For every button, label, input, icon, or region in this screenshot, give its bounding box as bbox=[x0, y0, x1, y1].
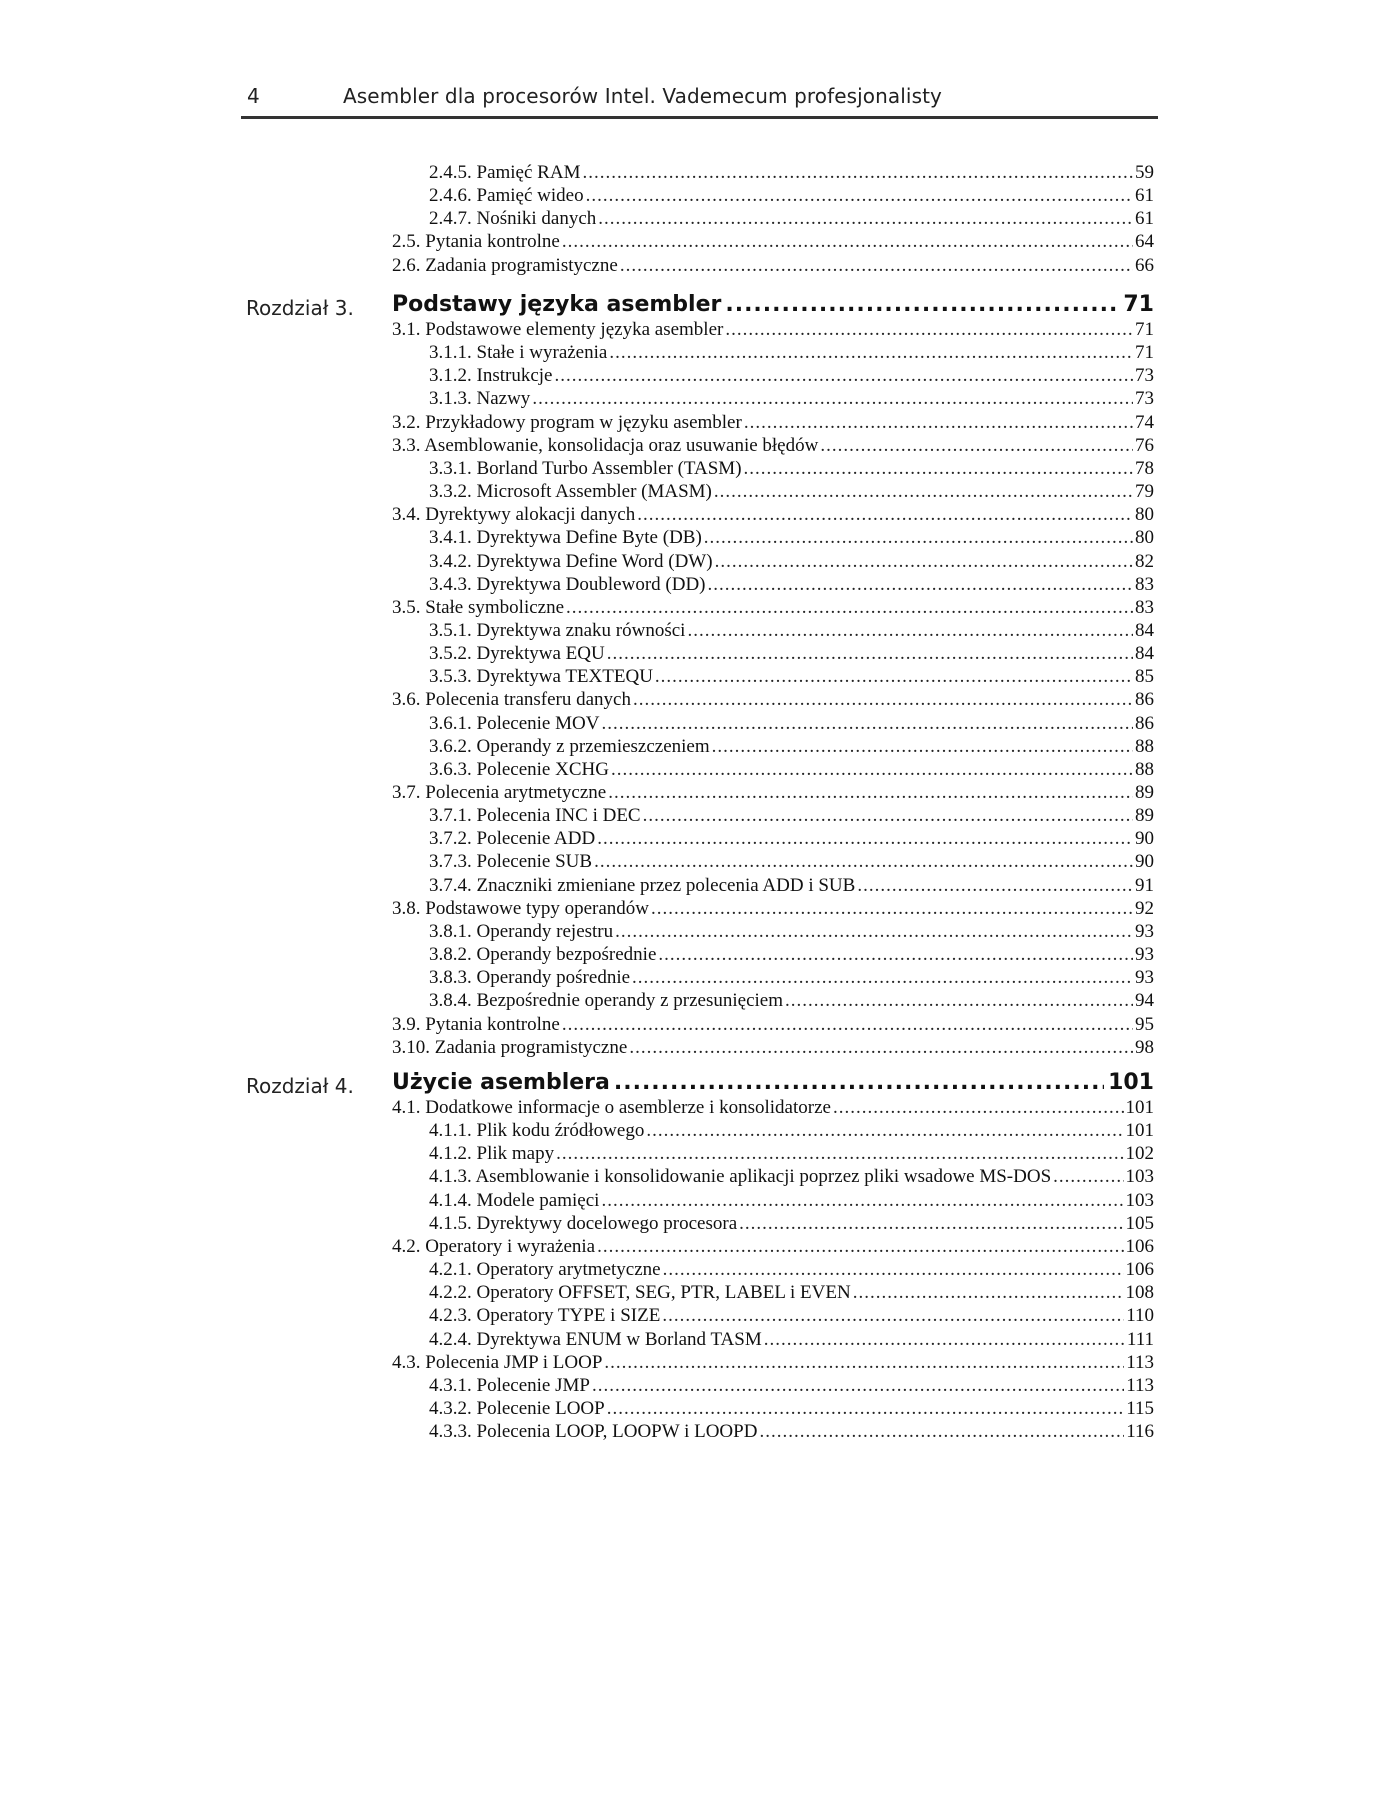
toc-entry-title: 3.1.1. Stałe i wyrażenia bbox=[429, 342, 608, 364]
dot-leader bbox=[712, 736, 1133, 758]
dot-leader bbox=[604, 1352, 1124, 1374]
toc-entry-page: 91 bbox=[1135, 874, 1154, 896]
toc-entry-title: 3.5.1. Dyrektywa znaku równości bbox=[429, 619, 686, 641]
toc-entry-title: 3.1.3. Nazwy bbox=[429, 388, 531, 410]
toc-entry-title: 3.3.2. Microsoft Assembler (MASM) bbox=[429, 481, 712, 503]
toc-entry-title: 3.6. Polecenia transferu danych bbox=[392, 689, 631, 711]
toc-entry bbox=[429, 805, 1154, 828]
dot-leader bbox=[614, 1070, 1104, 1095]
toc-entry bbox=[392, 1014, 1154, 1037]
toc-entry-title: 4.1. Dodatkowe informacje o asemblerze i konsolidatorze bbox=[392, 1097, 831, 1118]
dot-leader bbox=[532, 388, 1133, 410]
dot-leader bbox=[586, 185, 1133, 207]
toc-entry-page: 108 bbox=[1125, 1282, 1154, 1304]
dot-leader bbox=[594, 851, 1133, 873]
toc-entry bbox=[429, 967, 1154, 990]
chapter-heading bbox=[392, 292, 1154, 322]
toc-entry bbox=[392, 689, 1154, 712]
toc-entry-page: 71 bbox=[1135, 342, 1154, 364]
dot-leader bbox=[1053, 1166, 1123, 1188]
toc-entry bbox=[429, 990, 1154, 1013]
toc-entry bbox=[429, 208, 1154, 231]
toc-entry-title: 4.1.4. Modele pamięci bbox=[429, 1189, 600, 1211]
dot-leader bbox=[651, 898, 1133, 920]
toc-entry bbox=[429, 458, 1154, 481]
toc-entry-page: 64 bbox=[1135, 231, 1154, 253]
toc-entry-page: 90 bbox=[1135, 828, 1154, 850]
toc-entry-title: 3.5. Stałe symboliczne bbox=[392, 596, 565, 618]
dot-leader bbox=[759, 1421, 1124, 1443]
toc-entry-title: 3.4.2. Dyrektywa Define Word (DW) bbox=[429, 550, 713, 572]
toc-entry-page: 106 bbox=[1125, 1235, 1154, 1257]
toc-entry-title: 3.5.3. Dyrektywa TEXTEQU bbox=[429, 666, 653, 688]
toc-entry-page: 86 bbox=[1135, 689, 1154, 711]
dot-leader bbox=[820, 435, 1133, 457]
toc-entry bbox=[429, 620, 1154, 643]
dot-leader bbox=[833, 1097, 1124, 1119]
toc-entry bbox=[392, 1097, 1154, 1120]
toc-entry-title: 3.8.3. Operandy pośrednie bbox=[429, 967, 631, 989]
toc-entry bbox=[392, 435, 1154, 458]
toc-entry-page: 101 bbox=[1125, 1120, 1154, 1142]
toc-entry-title: 3.5.2. Dyrektywa EQU bbox=[429, 643, 605, 665]
toc-entry-title: 3.9. Pytania kontrolne bbox=[392, 1013, 560, 1035]
toc-entry bbox=[429, 944, 1154, 967]
toc-entry-page: 116 bbox=[1126, 1421, 1154, 1443]
toc-entry-title: 2.4.7. Nośniki danych bbox=[429, 208, 597, 230]
toc-entry-page: 103 bbox=[1125, 1189, 1154, 1211]
toc-entry bbox=[429, 365, 1154, 388]
toc-entry bbox=[429, 342, 1154, 365]
toc-entry bbox=[429, 481, 1154, 504]
toc-entry-page: 88 bbox=[1135, 758, 1154, 780]
toc-entry bbox=[429, 162, 1154, 185]
toc-entry-page: 111 bbox=[1126, 1328, 1154, 1350]
toc-entry-title: 4.3.3. Polecenia LOOP, LOOPW i LOOPD bbox=[429, 1421, 758, 1443]
toc-entry-page: 84 bbox=[1135, 643, 1154, 665]
toc-entry-page: 93 bbox=[1135, 920, 1154, 942]
dot-leader bbox=[607, 643, 1133, 665]
toc-entry-title: 3.3.1. Borland Turbo Assembler (TASM) bbox=[429, 457, 742, 479]
dot-leader bbox=[725, 319, 1133, 341]
toc-entry-title: 3.7. Polecenia arytmetyczne bbox=[392, 782, 607, 803]
dot-leader bbox=[554, 365, 1133, 387]
toc-entry-title: 4.3.1. Polecenie JMP bbox=[429, 1374, 590, 1396]
toc-entry bbox=[429, 851, 1154, 874]
dot-leader bbox=[620, 255, 1133, 277]
toc-entry bbox=[429, 828, 1154, 851]
toc-entry-title: 2.4.6. Pamięć wideo bbox=[429, 185, 584, 207]
dot-leader bbox=[643, 805, 1133, 827]
toc-entry-page: 92 bbox=[1135, 897, 1154, 919]
toc-entry bbox=[429, 185, 1154, 208]
toc-entry bbox=[429, 1421, 1154, 1444]
dot-leader bbox=[725, 292, 1119, 317]
dot-leader bbox=[785, 990, 1133, 1012]
dot-leader bbox=[687, 620, 1133, 642]
dot-leader bbox=[597, 1236, 1123, 1258]
toc-entry-page: 113 bbox=[1126, 1351, 1154, 1373]
dot-leader bbox=[655, 666, 1133, 688]
toc-entry-page: 90 bbox=[1135, 851, 1154, 873]
toc-entry bbox=[429, 736, 1154, 759]
toc-entry bbox=[429, 1375, 1154, 1398]
toc-entry-title: 3.3. Asemblowanie, konsolidacja oraz usuwanie błędów bbox=[392, 434, 819, 456]
toc-entry-page: 110 bbox=[1126, 1305, 1154, 1327]
running-header bbox=[241, 80, 1158, 119]
toc-entry-page: 83 bbox=[1135, 596, 1154, 618]
toc-entry bbox=[392, 412, 1154, 435]
toc-entry-page: 82 bbox=[1135, 550, 1154, 572]
toc-entry-page: 79 bbox=[1135, 481, 1154, 503]
dot-leader bbox=[663, 1259, 1124, 1281]
chapter-title: Użycie asemblera bbox=[392, 1070, 610, 1095]
toc-entry-title: 3.6.2. Operandy z przemieszczeniem bbox=[429, 735, 710, 757]
toc-entry-title: 2.5. Pytania kontrolne bbox=[392, 231, 560, 253]
toc-entry-page: 102 bbox=[1125, 1143, 1154, 1165]
toc-entry bbox=[392, 319, 1154, 342]
toc-entry-title: 3.7.1. Polecenia INC i DEC bbox=[429, 805, 641, 827]
toc-entry bbox=[429, 551, 1154, 574]
toc-entry bbox=[429, 643, 1154, 666]
toc-entry bbox=[429, 1213, 1154, 1236]
toc-entry-page: 98 bbox=[1135, 1036, 1154, 1058]
toc-entry-title: 3.4.1. Dyrektywa Define Byte (DB) bbox=[429, 527, 702, 549]
toc-entry bbox=[429, 875, 1154, 898]
chapter-number: Rozdział 4. bbox=[246, 1074, 354, 1098]
toc-entry-title: 3.10. Zadania programistyczne bbox=[392, 1036, 628, 1058]
toc-entry-title: 2.4.5. Pamięć RAM bbox=[429, 162, 581, 183]
toc-entry bbox=[392, 231, 1154, 254]
toc-entry-page: 94 bbox=[1135, 990, 1154, 1012]
toc-entry-title: 3.8.1. Operandy rejestru bbox=[429, 920, 614, 942]
toc-entry-title: 3.8.4. Bezpośrednie operandy z przesunięciem bbox=[429, 990, 784, 1012]
dot-leader bbox=[566, 597, 1133, 619]
dot-leader bbox=[708, 574, 1134, 596]
toc-entry-title: 4.1.1. Plik kodu źródłowego bbox=[429, 1120, 645, 1142]
dot-leader bbox=[739, 1213, 1123, 1235]
dot-leader bbox=[632, 967, 1133, 989]
dot-leader bbox=[646, 1120, 1123, 1142]
toc-entry-page: 80 bbox=[1135, 527, 1154, 549]
toc-entry-page: 61 bbox=[1135, 208, 1154, 230]
dot-leader bbox=[704, 527, 1133, 549]
toc-entry bbox=[429, 1282, 1154, 1305]
dot-leader bbox=[662, 1305, 1124, 1327]
toc-entry-title: 3.8. Podstawowe typy operandów bbox=[392, 897, 649, 919]
toc-entry-page: 93 bbox=[1135, 967, 1154, 989]
dot-leader bbox=[658, 944, 1133, 966]
toc-entry-page: 76 bbox=[1135, 434, 1154, 456]
toc-entry bbox=[429, 1398, 1154, 1421]
toc-entry-title: 2.6. Zadania programistyczne bbox=[392, 254, 618, 276]
chapter-page: 101 bbox=[1108, 1070, 1154, 1095]
dot-leader bbox=[582, 162, 1133, 184]
dot-leader bbox=[601, 1190, 1123, 1212]
toc-entry-title: 4.2.1. Operatory arytmetyczne bbox=[429, 1259, 661, 1281]
dot-leader bbox=[714, 481, 1133, 503]
toc-entry bbox=[429, 1305, 1154, 1328]
toc-entry-title: 4.3.2. Polecenie LOOP bbox=[429, 1397, 605, 1419]
toc-entry-page: 103 bbox=[1125, 1166, 1154, 1188]
dot-leader bbox=[597, 828, 1133, 850]
toc-entry-title: 4.2. Operatory i wyrażenia bbox=[392, 1235, 596, 1257]
toc-entry-page: 78 bbox=[1135, 457, 1154, 479]
chapter-heading bbox=[392, 1070, 1154, 1100]
toc-entry bbox=[429, 666, 1154, 689]
toc-entry-page: 61 bbox=[1135, 185, 1154, 207]
chapter-title: Podstawy języka asembler bbox=[392, 292, 722, 317]
dot-leader bbox=[562, 1014, 1133, 1036]
toc-entry-title: 3.6.1. Polecenie MOV bbox=[429, 712, 600, 734]
dot-leader bbox=[608, 782, 1133, 804]
toc-entry bbox=[429, 1166, 1154, 1189]
toc-entry bbox=[429, 1143, 1154, 1166]
toc-entry bbox=[429, 1329, 1154, 1352]
toc-entry bbox=[392, 1352, 1154, 1375]
dot-leader bbox=[601, 713, 1133, 735]
dot-leader bbox=[609, 342, 1133, 364]
toc-entry-page: 101 bbox=[1125, 1097, 1154, 1118]
toc-entry-title: 3.7.2. Polecenie ADD bbox=[429, 828, 596, 850]
dot-leader bbox=[744, 412, 1133, 434]
toc-entry bbox=[429, 1259, 1154, 1282]
toc-entry-page: 73 bbox=[1135, 388, 1154, 410]
dot-leader bbox=[857, 875, 1133, 897]
toc-entry bbox=[429, 759, 1154, 782]
toc-entry bbox=[392, 255, 1154, 278]
dot-leader bbox=[715, 551, 1133, 573]
toc-entry bbox=[429, 1190, 1154, 1213]
toc-entry bbox=[392, 782, 1154, 805]
toc-entry-title: 3.7.3. Polecenie SUB bbox=[429, 851, 593, 873]
toc-entry-page: 89 bbox=[1135, 805, 1154, 827]
toc-entry bbox=[429, 713, 1154, 736]
chapter-number: Rozdział 3. bbox=[246, 296, 354, 320]
toc-entry-page: 105 bbox=[1125, 1212, 1154, 1234]
dot-leader bbox=[562, 231, 1133, 253]
toc-entry bbox=[392, 597, 1154, 620]
toc-entry-title: 4.1.3. Asemblowanie i konsolidowanie aplikacji poprzez pliki wsadowe MS-DOS bbox=[429, 1166, 1052, 1188]
toc-entry-title: 4.2.2. Operatory OFFSET, SEG, PTR, LABEL i EVEN bbox=[429, 1282, 851, 1304]
toc-entry-page: 85 bbox=[1135, 666, 1154, 688]
dot-leader bbox=[607, 1398, 1124, 1420]
toc-entry-title: 3.2. Przykładowy program w języku asembler bbox=[392, 411, 742, 433]
dot-leader bbox=[611, 759, 1133, 781]
dot-leader bbox=[637, 504, 1133, 526]
toc-entry-page: 93 bbox=[1135, 944, 1154, 966]
toc-entry-page: 83 bbox=[1135, 573, 1154, 595]
toc-entry-title: 3.4. Dyrektywy alokacji danych bbox=[392, 504, 636, 526]
dot-leader bbox=[598, 208, 1133, 230]
toc-entry-page: 71 bbox=[1135, 319, 1154, 340]
toc-entry-page: 80 bbox=[1135, 504, 1154, 526]
toc-entry-title: 3.8.2. Operandy bezpośrednie bbox=[429, 944, 657, 966]
dot-leader bbox=[764, 1329, 1125, 1351]
toc-entry-page: 66 bbox=[1135, 254, 1154, 276]
toc-entry-title: 3.4.3. Dyrektywa Doubleword (DD) bbox=[429, 573, 706, 595]
toc-entry-title: 3.1. Podstawowe elementy języka asembler bbox=[392, 319, 724, 340]
toc-entry-page: 86 bbox=[1135, 712, 1154, 734]
toc-entry-title: 4.2.4. Dyrektywa ENUM w Borland TASM bbox=[429, 1328, 762, 1350]
toc-entry-title: 4.2.3. Operatory TYPE i SIZE bbox=[429, 1305, 661, 1327]
toc-entry-page: 89 bbox=[1135, 782, 1154, 803]
toc-entry bbox=[429, 1120, 1154, 1143]
dot-leader bbox=[629, 1037, 1133, 1059]
toc-entry-page: 106 bbox=[1125, 1259, 1154, 1281]
dot-leader bbox=[853, 1282, 1124, 1304]
dot-leader bbox=[633, 689, 1133, 711]
toc-entry-title: 4.1.5. Dyrektywy docelowego procesora bbox=[429, 1212, 738, 1234]
toc-entry-title: 3.1.2. Instrukcje bbox=[429, 365, 553, 387]
chapter-page: 71 bbox=[1123, 292, 1154, 317]
toc-entry-page: 74 bbox=[1135, 411, 1154, 433]
toc-entry-page: 84 bbox=[1135, 619, 1154, 641]
dot-leader bbox=[592, 1375, 1124, 1397]
toc-entry-title: 3.7.4. Znaczniki zmieniane przez polecenia ADD i SUB bbox=[429, 874, 856, 896]
toc-entry bbox=[392, 504, 1154, 527]
toc-entry-page: 88 bbox=[1135, 735, 1154, 757]
toc-entry bbox=[429, 921, 1154, 944]
toc-entry-title: 4.3. Polecenia JMP i LOOP bbox=[392, 1351, 603, 1373]
dot-leader bbox=[615, 921, 1133, 943]
toc-entry-page: 115 bbox=[1126, 1397, 1154, 1419]
toc-entry bbox=[392, 1236, 1154, 1259]
toc-entry-page: 73 bbox=[1135, 365, 1154, 387]
toc-entry bbox=[429, 574, 1154, 597]
toc-entry bbox=[392, 898, 1154, 921]
toc-entry-title: 3.6.3. Polecenie XCHG bbox=[429, 758, 609, 780]
toc-entry bbox=[392, 1037, 1154, 1060]
toc-entry-page: 113 bbox=[1126, 1374, 1154, 1396]
toc-entry bbox=[429, 527, 1154, 550]
page-number: 4 bbox=[247, 84, 260, 108]
toc-entry-title: 4.1.2. Plik mapy bbox=[429, 1143, 555, 1165]
toc-entry-page: 59 bbox=[1135, 162, 1154, 183]
book-title: Asembler dla procesorów Intel. Vademecum profesjonalisty bbox=[343, 84, 942, 108]
toc-entry bbox=[429, 388, 1154, 411]
dot-leader bbox=[556, 1143, 1123, 1165]
dot-leader bbox=[744, 458, 1133, 480]
toc-entry-page: 95 bbox=[1135, 1013, 1154, 1035]
